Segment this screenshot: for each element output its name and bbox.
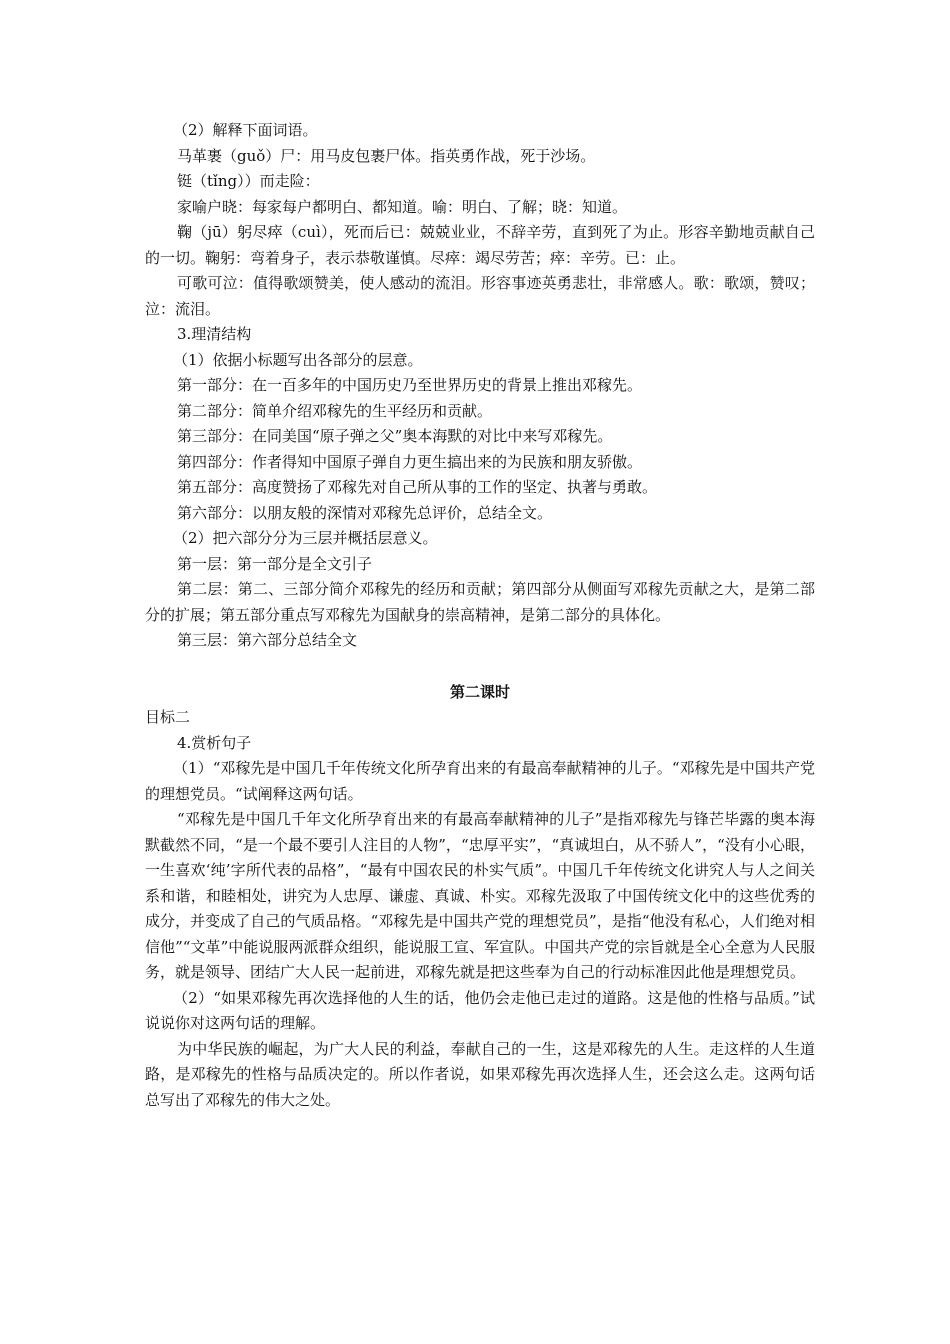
paragraph: 鞠（jū）躬尽瘁（cuì），死而后已：兢兢业业，不辞辛劳，直到死了为止。形容辛勤地贡献自己的一切。鞠躬：弯着身子，表示恭敬谨慎。尽瘁：竭尽劳苦；瘁：辛劳。已：止。: [145, 223, 815, 267]
paragraph: 第一部分：在一百多年的中国历史乃至世界历史的背景上推出邓稼先。: [177, 376, 643, 394]
paragraph: （2）解释下面词语。: [173, 121, 318, 139]
section-title: 第二课时: [449, 682, 510, 701]
paragraph: 马革裹（guǒ）尸：用马皮包裹尸体。指英勇作战，死于沙场。: [177, 146, 596, 165]
paragraph: 第五部分：高度赞扬了邓稼先对自己所从事的工作的坚定、执著与勇敢。: [177, 478, 658, 496]
paragraph: 第一层：第一部分是全文引子: [177, 554, 373, 573]
paragraph: （2）把六部分分为三层并概括层意义。: [173, 529, 438, 547]
top-section: [145, 118, 815, 654]
paragraph: 家喻户晓：每家每户都明白、都知道。喻：明白、了解；晓：知道。: [177, 197, 628, 216]
paragraph: “邓稼先是中国几千年文化所孕育出来的有最高奉献精神的儿子”是指邓稼先与锋芒毕露的奥本海默截然不同，“是一个最不要引人注目的人物”，“忠厚平实”，“真诚坦白，从不骄人”，“没有小心眼，一生喜欢‘纯’字所代表的品格”，“最有中国农民的朴实气质”。中国几千年传统文化讲究人与人之间关系和谐，和睦相处，讲究为人忠厚、谦虚、真诚、朴实。邓稼先汲取了中国传统文化中的这些优秀的成分，并变成了自己的气质品格。“邓稼先是中国共产党的理想党员”，是指“他没有私心，人们绝对相信他”“文革”中能说服两派群众组织，能说服工宣、军宣队。中国共产党的宗旨就是全心全意为人民服务，就是领导、团结广大人民一起前进，邓稼先就是把这些奉为自己的行动标准因此他是理想党员。: [145, 810, 815, 981]
paragraph: 第三层：第六部分总结全文: [177, 631, 358, 649]
paragraph: 4.赏析句子: [177, 733, 252, 752]
document-page: [145, 118, 815, 1113]
paragraph: 3.理清结构: [177, 325, 252, 343]
paragraph: 第二部分：简单介绍邓稼先的生平经历和贡献。: [177, 401, 493, 420]
paragraph: 第三部分：在同美国“原子弹之父”奥本海默的对比中来写邓稼先。: [177, 427, 613, 445]
paragraph: 可歌可泣：值得歌颂赞美，使人感动的流泪。形容事迹英勇悲壮，非常感人。歌：歌颂，赞叹；泣：流泪。: [145, 274, 815, 318]
paragraph: （2）“如果邓稼先再次选择他的人生的话，他仍会走他已走过的道路。这是他的性格与品质。”试说说你对这两句话的理解。: [145, 988, 815, 1032]
paragraph: 铤（tǐng））而走险：: [177, 172, 320, 190]
paragraph: 第六部分：以朋友般的深情对邓稼先总评价，总结全文。: [177, 503, 553, 522]
paragraph: （1）依据小标题写出各部分的层意。: [173, 350, 423, 369]
paragraph: （1）“邓稼先是中国几千年传统文化所孕育出来的有最高奉献精神的儿子。“邓稼先是中国共产党的理想党员。“试阐释这两句话。: [145, 759, 815, 803]
bottom-section: [145, 705, 815, 1113]
paragraph: 为中华民族的崛起，为广大人民的利益，奉献自己的一生，这是邓稼先的人生。走这样的人生道路，是邓稼先的性格与品质决定的。所以作者说，如果邓稼先再次选择人生，还会这么走。这两句话总写出了邓稼先的伟大之处。: [145, 1039, 815, 1109]
paragraph: 目标二: [145, 708, 191, 726]
paragraph: 第四部分：作者得知中国原子弹自力更生搞出来的为民族和朋友骄傲。: [177, 452, 643, 471]
paragraph: 第二层：第二、三部分简介邓稼先的经历和贡献；第四部分从侧面写邓稼先贡献之大，是第二部分的扩展；第五部分重点写邓稼先为国献身的崇高精神，是第二部分的具体化。: [145, 580, 815, 624]
